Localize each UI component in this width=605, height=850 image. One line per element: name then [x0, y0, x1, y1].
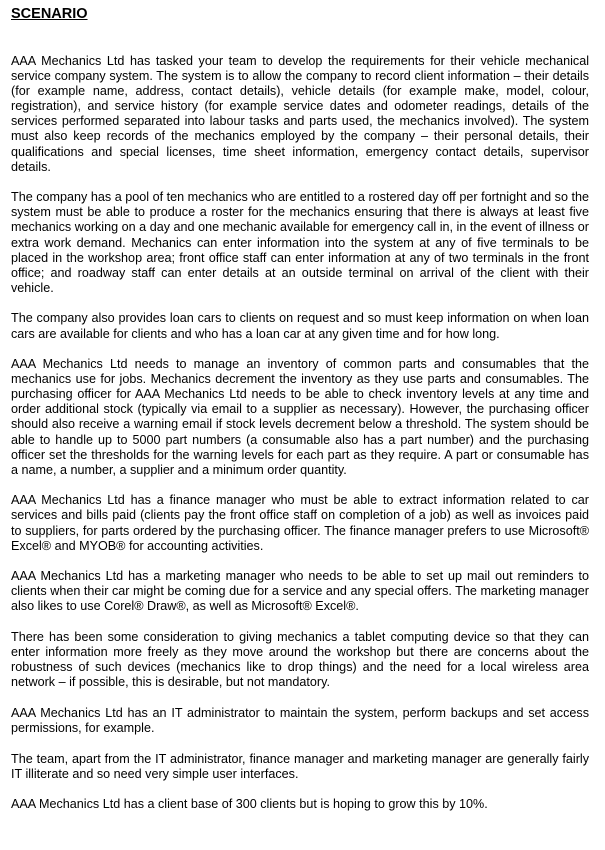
paragraph-system-overview: AAA Mechanics Ltd has tasked your team to develop the requirements for their vehicle mechanical service company system. The system is to allow the company to record client information – their details (for example name, address, contact details), vehicle details (for example make, model, colour, registration), and service history (for example service dates and odometer readings, details of the services performed separated into labour tasks and parts used, the mechanics involved). The system must also keep records of the mechanics employed by the company – their personal details, their qualifications and special licenses, time sheet information, emergency contact details, supervisor details.: [11, 54, 589, 174]
paragraph-inventory: AAA Mechanics Ltd needs to manage an inventory of common parts and consumables that the mechanics use for jobs. Mechanics decrement the inventory as they use parts and consumables. The purchasing officer for AAA Mechanics Ltd needs to be able to check inventory levels at any time and order additional stock (typically via email to a supplier as necessary). However, the purchasing officer should also receive a warning email if stock levels decrement below a threshold. The system should be able to handle up to 5000 part numbers (a consumable also has a part number) and the purchasing officer set the thresholds for the warning levels for each part as they require. A part or consumable has a name, a number, a supplier and a minimum order quantity.: [11, 357, 589, 477]
paragraph-loan-cars: The company also provides loan cars to clients on request and so must keep information on when loan cars are available for clients and who has a loan car at any given time and for how long.: [11, 311, 589, 341]
paragraph-marketing-manager: AAA Mechanics Ltd has a marketing manager who needs to be able to set up mail out reminders to clients when their car might be coming due for a service and any special offers. The marketing manager also likes to use Corel® Draw®, as well as Microsoft® Excel®.: [11, 569, 589, 614]
paragraph-mechanic-roster: The company has a pool of ten mechanics who are entitled to a rostered day off per fortnight and so the system must be able to produce a roster for the mechanics ensuring that there is always at least five mechanics working on a day and one mechanic available for emergency call in, in the event of illness or extra work demand. Mechanics can enter information into the system at any of five terminals to be placed in the workshop area; front office staff can enter information at any of two terminals in the front office; and roadway staff can enter details at an outside terminal on arrival of the client with their vehicle.: [11, 190, 589, 295]
paragraph-tablet-devices: There has been some consideration to giving mechanics a tablet computing device so that they can enter information more freely as they move around the workshop but there are concerns about the robustness of such devices (mechanics like to drop things) and the need for a local wireless area network – if possible, this is desirable, but not mandatory.: [11, 630, 589, 690]
paragraph-user-interfaces: The team, apart from the IT administrator, finance manager and marketing manager are generally fairly IT illiterate and so need very simple user interfaces.: [11, 751, 589, 781]
document-page: [11, 6, 589, 812]
paragraph-client-base: AAA Mechanics Ltd has a client base of 300 clients but is hoping to grow this by 10%.: [11, 797, 488, 812]
paragraph-finance-manager: AAA Mechanics Ltd has a finance manager who must be able to extract information related to car services and bills paid (clients pay the front office staff on completion of a job) as well as invoices paid to suppliers, for parts ordered by the purchasing officer. The finance manager prefers to use Microsoft® Excel® and MYOB® for accounting activities.: [11, 493, 589, 553]
scenario-heading: SCENARIO: [11, 6, 88, 22]
paragraph-it-administrator: AAA Mechanics Ltd has an IT administrator to maintain the system, perform backups and set access permissions, for example.: [11, 705, 589, 735]
